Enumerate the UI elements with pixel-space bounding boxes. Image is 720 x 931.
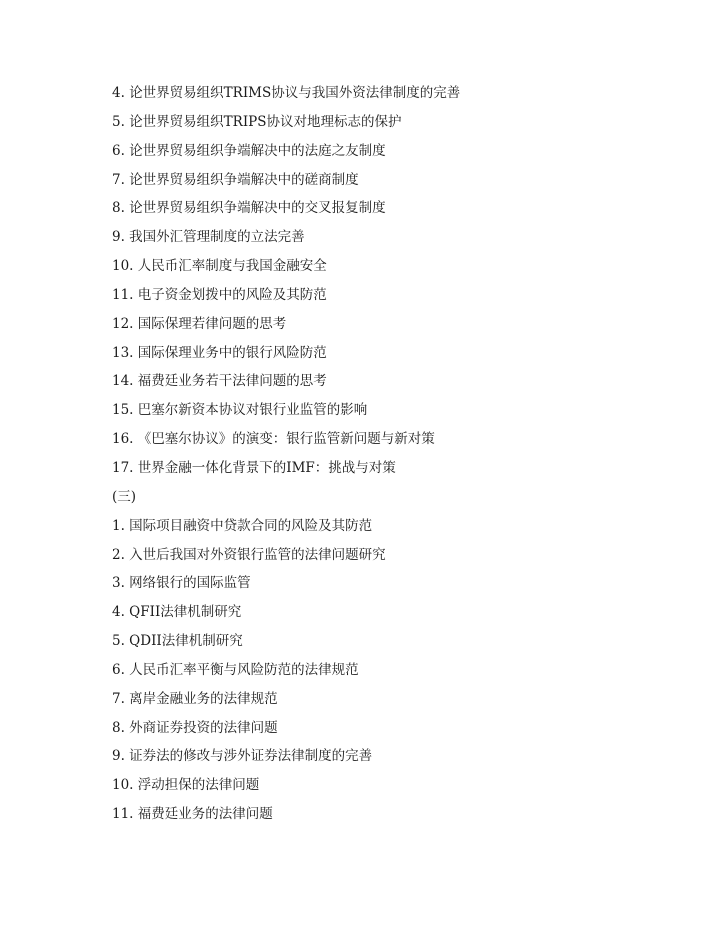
- list-item: 3. 网络银行的国际监管: [112, 575, 251, 592]
- list-item: 11. 福费廷业务的法律问题: [112, 806, 273, 823]
- section-heading: (三): [112, 488, 137, 505]
- list-item: 8. 论世界贸易组织争端解决中的交叉报复制度: [112, 200, 386, 217]
- list-item: 15. 巴塞尔新资本协议对银行业监管的影响: [112, 402, 368, 419]
- list-item: 14. 福费廷业务若干法律问题的思考: [112, 373, 327, 390]
- list-item: 7. 论世界贸易组织争端解决中的磋商制度: [112, 171, 359, 188]
- list-item: 12. 国际保理若律问题的思考: [112, 315, 287, 332]
- list-item: 6. 人民币汇率平衡与风险防范的法律规范: [112, 661, 359, 678]
- list-item: 13. 国际保理业务中的银行风险防范: [112, 344, 327, 361]
- list-item: 17. 世界金融一体化背景下的IMF：挑战与对策: [112, 459, 396, 476]
- list-item: 5. QDII法律机制研究: [112, 633, 243, 650]
- list-item: 6. 论世界贸易组织争端解决中的法庭之友制度: [112, 142, 386, 159]
- list-item: 4. 论世界贸易组织TRIMS协议与我国外资法律制度的完善: [112, 85, 461, 101]
- list-item: 4. QFII法律机制研究: [112, 604, 242, 621]
- list-item: 2. 入世后我国对外资银行监管的法律问题研究: [112, 546, 386, 563]
- list-item: 1. 国际项目融资中贷款合同的风险及其防范: [112, 517, 373, 534]
- list-item: 8. 外商证券投资的法律问题: [112, 719, 278, 736]
- list-item: 10. 浮动担保的法律问题: [112, 777, 260, 794]
- list-item: 7. 离岸金融业务的法律规范: [112, 690, 278, 707]
- list-item: 16. 《巴塞尔协议》的演变：银行监管新问题与新对策: [112, 431, 435, 448]
- list-item: 9. 证券法的修改与涉外证券法律制度的完善: [112, 748, 373, 765]
- list-item: 10. 人民币汇率制度与我国金融安全: [112, 258, 327, 275]
- topic-list: [112, 82, 672, 832]
- list-item: 9. 我国外汇管理制度的立法完善: [112, 229, 305, 246]
- list-item: 5. 论世界贸易组织TRIPS协议对地理标志的保护: [112, 113, 402, 130]
- list-item: 11. 电子资金划拨中的风险及其防范: [112, 286, 327, 303]
